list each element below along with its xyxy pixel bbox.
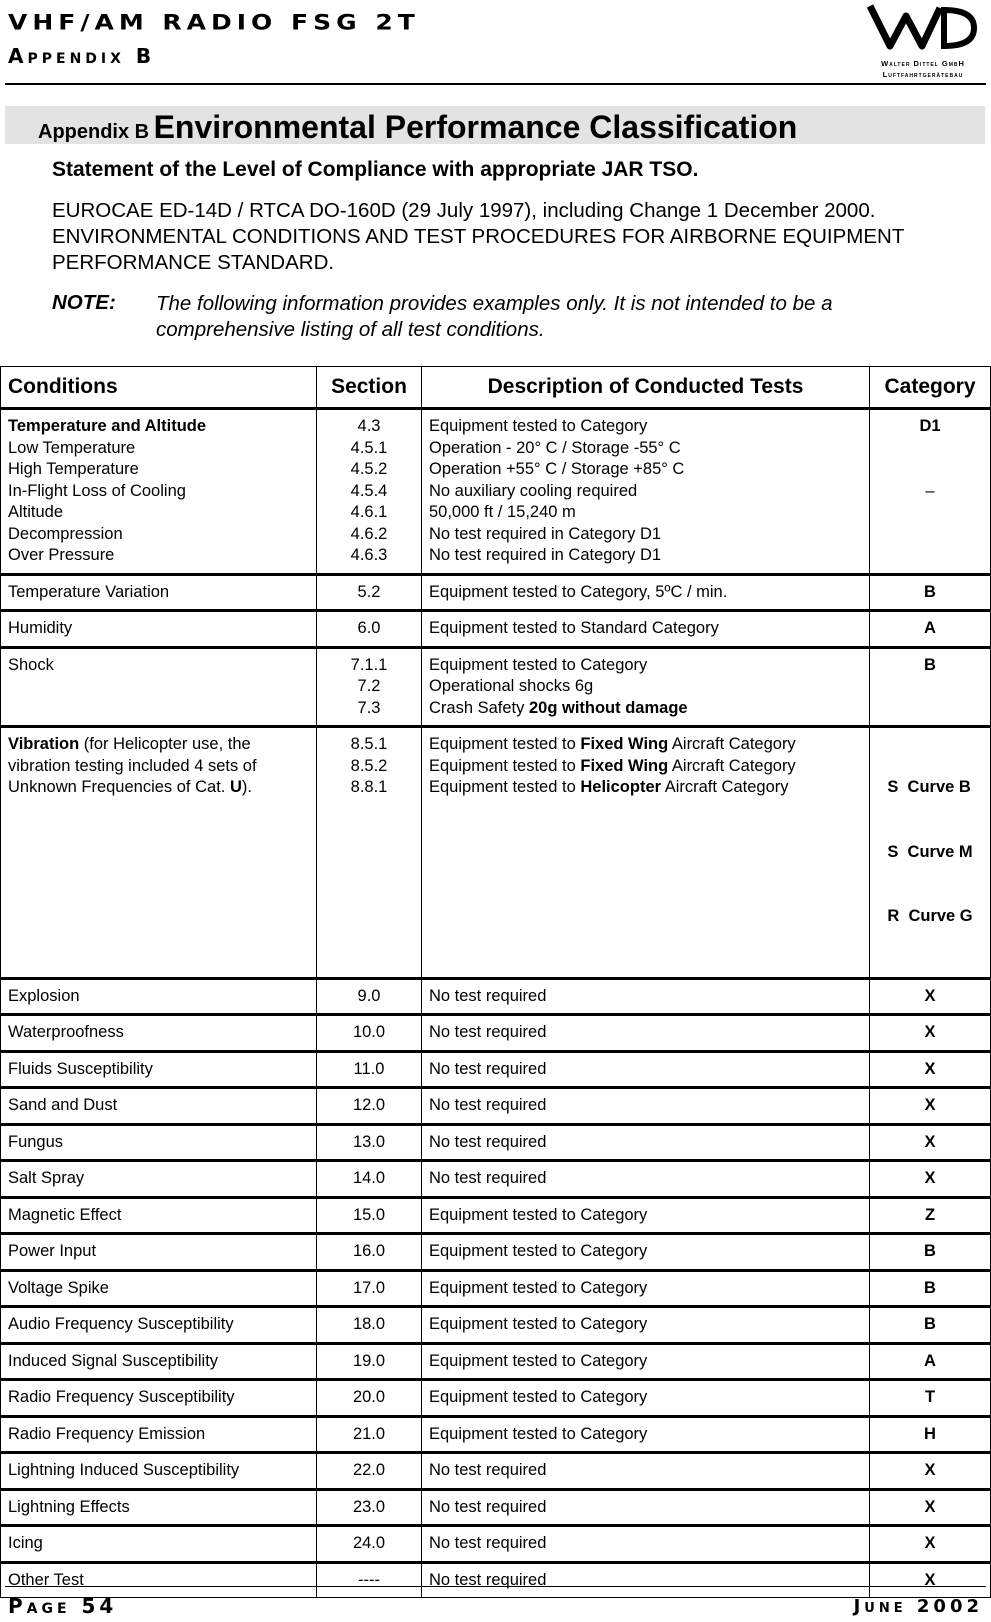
note-label: NOTE:: [52, 291, 116, 314]
cell-category: X: [870, 1453, 991, 1490]
desc-text: Crash Safety: [429, 698, 529, 717]
page-date: June 2002: [853, 1596, 983, 1617]
cell-conditions: Radio Frequency Emission: [1, 1416, 317, 1453]
cell-description: No test required: [422, 1161, 870, 1198]
desc-text: Aircraft Category: [668, 756, 796, 775]
cond-bold: Vibration: [8, 735, 80, 753]
cell-conditions: Radio Frequency Susceptibility: [1, 1380, 317, 1417]
desc-line: [429, 734, 862, 756]
table-row-temperature-altitude: [1, 409, 991, 575]
cell-section: 21.0: [317, 1416, 422, 1453]
simple-rows: [1, 978, 991, 1598]
standard-paragraph: EUROCAE ED-14D / RTCA DO-160D (29 July 1997), including Change 1 December 2000. ENVIRONMENTAL CONDITIONS AND TEST PROCEDURES FOR AIRBORNE EQUIPMENT PERFORMANCE STANDARD.: [52, 199, 905, 274]
cell-conditions: Lightning Induced Susceptibility: [1, 1453, 317, 1490]
cell-conditions: Fluids Susceptibility: [1, 1051, 317, 1088]
environmental-table: [0, 366, 991, 1598]
table-row: [1, 1343, 991, 1380]
cell-conditions: [1, 727, 317, 979]
logo-mark-icon: [862, 0, 984, 58]
cell-category: X: [870, 978, 991, 1015]
cell-category: X: [870, 1051, 991, 1088]
cell-section: 14.0: [317, 1161, 422, 1198]
cond-end: ).: [241, 778, 252, 796]
header-description: Description of Conducted Tests: [422, 367, 870, 409]
cell-section: 15.0: [317, 1197, 422, 1234]
cell-category: B: [870, 574, 991, 611]
cell-category: X: [870, 1562, 991, 1598]
cell-category: B: [870, 1234, 991, 1271]
table-row: [1, 1453, 991, 1490]
logo-company-subtitle: Luftfahrtgerätebau: [882, 70, 964, 79]
sec-line: 7.1.1: [350, 655, 388, 674]
cell-section: 11.0: [317, 1051, 422, 1088]
cell-category: H: [870, 1416, 991, 1453]
cell-category: T: [870, 1380, 991, 1417]
sec-line: 7.3: [357, 698, 381, 717]
cell-conditions: Icing: [1, 1526, 317, 1563]
cell-category: Z: [870, 1197, 991, 1234]
cell-category: X: [870, 1489, 991, 1526]
sec-line: 4.6.1: [350, 503, 388, 521]
section-heading-title: Environmental Performance Classification: [153, 109, 798, 145]
sec-line: 8.5.1: [350, 735, 388, 753]
cond-line: Altitude: [8, 503, 64, 521]
cell-section: 13.0: [317, 1124, 422, 1161]
cell-category: X: [870, 1161, 991, 1198]
cell-section: 19.0: [317, 1343, 422, 1380]
cell-category: [870, 409, 991, 575]
cell-conditions: [1, 409, 317, 575]
table-row-shock: [1, 647, 991, 727]
cell-conditions: Sand and Dust: [1, 1088, 317, 1125]
cell-section: 6.0: [317, 611, 422, 648]
header-section: Section: [317, 367, 422, 409]
desc-text: Equipment tested to: [429, 735, 581, 753]
desc-text: Equipment tested to: [429, 778, 581, 796]
desc-line: No test required in Category D1: [429, 524, 662, 543]
desc-line: 50,000 ft / 15,240 m: [429, 503, 576, 521]
table-row: [1, 1197, 991, 1234]
cell-conditions: Fungus: [1, 1124, 317, 1161]
table-row-humidity: [1, 611, 991, 648]
desc-bold: 20g without damage: [528, 698, 688, 717]
cell-description: No test required: [422, 1088, 870, 1125]
cell-section: 17.0: [317, 1270, 422, 1307]
document-subtitle: Appendix B: [8, 44, 156, 68]
cell-section: [317, 409, 422, 575]
cell-category: X: [870, 1124, 991, 1161]
cell-section: 9.0: [317, 978, 422, 1015]
table-row: [1, 1489, 991, 1526]
header-conditions: Conditions: [1, 367, 317, 409]
table-row: [1, 1088, 991, 1125]
cond-line: Over Pressure: [8, 546, 115, 564]
table-row: [1, 1161, 991, 1198]
desc-line: No auxiliary cooling required: [429, 481, 638, 500]
cell-category: [870, 727, 991, 979]
footer-divider: [5, 1586, 986, 1587]
desc-line: Operation +55° C / Storage +85° C: [429, 460, 685, 478]
cell-conditions: Lightning Effects: [1, 1489, 317, 1526]
compliance-statement: Statement of the Level of Compliance with appropriate JAR TSO.: [52, 158, 699, 181]
desc-line: Operation - 20° C / Storage -55° C: [429, 438, 681, 457]
header-category: Category: [870, 367, 991, 409]
note-text: The following information provides examples only. It is not intended to be a comprehensive listing of all test conditions.: [156, 292, 833, 341]
table-row: [1, 1562, 991, 1598]
cell-description: No test required: [422, 1489, 870, 1526]
header-divider: [5, 83, 986, 85]
table-row: [1, 1526, 991, 1563]
cat-list: [887, 734, 972, 971]
cell-section: 5.2: [317, 574, 422, 611]
desc-line: [429, 777, 862, 799]
cell-description: Equipment tested to Category: [422, 1234, 870, 1271]
table-row: [1, 1416, 991, 1453]
cell-conditions: Shock: [1, 647, 317, 727]
cond-line: In-Flight Loss of Cooling: [8, 481, 186, 500]
logo-company-name: Walter Dittel GmbH: [881, 59, 965, 68]
cell-description: Equipment tested to Category: [422, 1380, 870, 1417]
table-header-row: [1, 367, 991, 409]
cell-conditions: Magnetic Effect: [1, 1197, 317, 1234]
cell-description: [422, 727, 870, 979]
cond-line: Low Temperature: [8, 438, 136, 457]
sec-line: 4.6.3: [350, 546, 388, 564]
section-heading: [38, 109, 797, 146]
desc-bold: Fixed Wing: [580, 756, 669, 775]
cell-section: 16.0: [317, 1234, 422, 1271]
sec-line: 4.6.2: [350, 524, 388, 543]
cell-description: Equipment tested to Category: [422, 1416, 870, 1453]
sec-line: 8.5.2: [350, 756, 388, 775]
cell-section: [317, 727, 422, 979]
cell-category: A: [870, 1343, 991, 1380]
cell-section: 18.0: [317, 1307, 422, 1344]
desc-text: Aircraft Category: [661, 778, 789, 796]
cell-section: 22.0: [317, 1453, 422, 1490]
cell-category: X: [870, 1088, 991, 1125]
cell-section: 12.0: [317, 1088, 422, 1125]
cell-conditions: Power Input: [1, 1234, 317, 1271]
sec-line: 4.5.1: [350, 438, 388, 457]
table-row: [1, 1051, 991, 1088]
desc-line: [429, 698, 862, 720]
cell-category: A: [870, 611, 991, 648]
cat-line: D1: [919, 417, 941, 435]
table-row: [1, 1307, 991, 1344]
cell-description: Equipment tested to Category, 5ºC / min.: [422, 574, 870, 611]
sec-line: 4.3: [357, 417, 381, 435]
cond-line: High Temperature: [8, 460, 139, 478]
cond-line: Decompression: [8, 524, 123, 543]
cell-conditions: Temperature Variation: [1, 574, 317, 611]
cell-category: B: [870, 1307, 991, 1344]
cell-category: X: [870, 1015, 991, 1052]
sec-line: 4.5.2: [350, 460, 388, 478]
cell-description: No test required: [422, 978, 870, 1015]
desc-bold: Helicopter: [580, 778, 662, 796]
cell-conditions: Salt Spray: [1, 1161, 317, 1198]
sec-line: 7.2: [357, 677, 381, 695]
cell-description: No test required: [422, 1015, 870, 1052]
table-row: [1, 1380, 991, 1417]
cond-line: Temperature and Altitude: [8, 417, 207, 435]
table-row: [1, 1270, 991, 1307]
cell-description: Equipment tested to Category: [422, 1307, 870, 1344]
cell-description: No test required: [422, 1051, 870, 1088]
desc-line: Equipment tested to Category: [429, 417, 648, 435]
cell-description: Equipment tested to Standard Category: [422, 611, 870, 648]
table-row: [1, 978, 991, 1015]
sec-line: 8.8.1: [350, 778, 388, 796]
cell-description: No test required: [422, 1562, 870, 1598]
cat-line: S Curve B: [887, 778, 971, 796]
desc-line: Equipment tested to Category: [429, 655, 648, 674]
cell-description: [422, 647, 870, 727]
cell-description: Equipment tested to Category: [422, 1343, 870, 1380]
cell-section: 24.0: [317, 1526, 422, 1563]
cat-line: R Curve G: [887, 907, 973, 925]
section-heading-prefix: Appendix B: [38, 121, 150, 143]
cell-conditions: Waterproofness: [1, 1015, 317, 1052]
cat-line: S Curve M: [887, 842, 973, 861]
cell-conditions: Explosion: [1, 978, 317, 1015]
cell-conditions: Humidity: [1, 611, 317, 648]
cat-line: –: [925, 481, 935, 500]
cell-description: Equipment tested to Category: [422, 1270, 870, 1307]
cell-description: No test required: [422, 1124, 870, 1161]
cell-conditions: Audio Frequency Susceptibility: [1, 1307, 317, 1344]
cell-category: B: [870, 647, 991, 727]
desc-text: Aircraft Category: [668, 735, 796, 753]
desc-line: [429, 756, 862, 778]
cell-description: Equipment tested to Category: [422, 1197, 870, 1234]
cell-section: 20.0: [317, 1380, 422, 1417]
cell-conditions: Induced Signal Susceptibility: [1, 1343, 317, 1380]
desc-line: No test required in Category D1: [429, 546, 662, 564]
cell-description: No test required: [422, 1453, 870, 1490]
cell-description: [422, 409, 870, 575]
cell-category: X: [870, 1526, 991, 1563]
cond-cat: U: [229, 778, 242, 796]
cell-conditions: Other Test: [1, 1562, 317, 1598]
document-title: VHF/AM RADIO FSG 2T: [8, 10, 420, 35]
desc-text: Equipment tested to: [429, 756, 581, 775]
desc-bold: Fixed Wing: [580, 735, 669, 753]
table-row-temperature-variation: [1, 574, 991, 611]
cell-category: B: [870, 1270, 991, 1307]
table-row-vibration: [1, 727, 991, 979]
page-number: Page 54: [8, 1594, 118, 1618]
cell-section: ----: [317, 1562, 422, 1598]
desc-line: Operational shocks 6g: [429, 677, 594, 695]
cell-conditions: Voltage Spike: [1, 1270, 317, 1307]
table-row: [1, 1124, 991, 1161]
cell-description: No test required: [422, 1526, 870, 1563]
table-row: [1, 1234, 991, 1271]
cond-text: (for Helicopter use, the vibration testing included 4 sets of Unknown Frequencies of Cat.: [8, 735, 257, 796]
cell-section: [317, 647, 422, 727]
table-row: [1, 1015, 991, 1052]
company-logo: [862, 0, 984, 86]
cell-section: 10.0: [317, 1015, 422, 1052]
sec-line: 4.5.4: [350, 481, 388, 500]
cell-section: 23.0: [317, 1489, 422, 1526]
